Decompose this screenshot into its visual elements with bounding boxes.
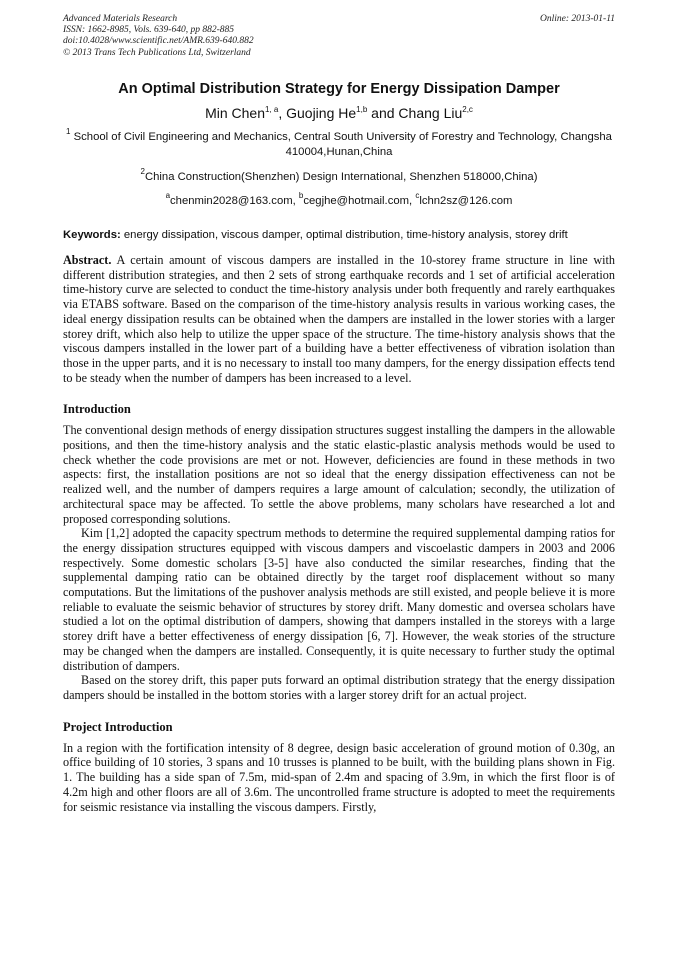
email-marker: c — [415, 191, 420, 200]
affiliation-text: China Construction(Shenzhen) Design International, Shenzhen 518000,China) — [144, 171, 538, 183]
journal-doi: doi:10.4028/www.scientific.net/AMR.639-640.882 — [63, 36, 254, 47]
affiliation-text: School of Civil Engineering and Mechanics, Central South University of Forestry and Technology, Changsha 410004,Hunan,China — [70, 131, 612, 158]
email-address: chenmin2028@163.com, — [170, 195, 299, 207]
abstract-label: Abstract. — [63, 253, 112, 267]
author-superscript: 1, a — [264, 105, 279, 114]
keywords — [63, 228, 615, 242]
journal-issn: ISSN: 1662-8985, Vols. 639-640, pp 882-885 — [63, 25, 234, 36]
affiliation-2 — [63, 167, 615, 185]
keywords-label: Keywords: — [63, 229, 121, 241]
author-line — [63, 104, 615, 122]
author-emails — [63, 191, 615, 209]
abstract — [63, 253, 615, 385]
paragraph: Kim [1,2] adopted the capacity spectrum methods to determine the required supplemental damping ratios for the energy dissipation structures equipped with viscous dampers and viscoelastic dampers in 2003 and 2006 respectively. Some domestic scholars [3-5] have also conducted the similar researches, finding that the supplemental damping ratio can be obtained directly by the target roof displacement without so many computations. But the limitations of the pushover analysis methods are still existed, and people believe it is more reliable to evaluate the seismic behavior of structures by storey drift. Many domestic and oversea scholars have studied a lot on the optimal distribution of dampers, showing that dampers installed in the storeys with a large storey drift have a better effectiveness of energy dissipation [6, 7]. However, the weak stories of the structure may be changed when the dampers are installed. Consequently, it is quite necessary to further study the optimal distribution of dampers. — [63, 526, 615, 673]
author-name: Chang Liu — [398, 105, 463, 121]
author-name: Guojing He — [286, 105, 357, 121]
abstract-text: A certain amount of viscous dampers are installed in the 10-storey frame structure in line with different distribution strategies, and then 2 sets of strong earthquake records and 1 set of artificial acceleration time-history curve are selected to conduct the time-history analysis under both frequently and rarely earthquakes via ETABS software. Based on the comparison of the time-history analysis results in various working cases, the ideal energy dissipation results can be obtained when the dampers are installed in the lower stories with a larger storey drift, which also help to utilize the upper space of the structure. The time-history analysis shows that the viscous dampers installed in the lower part of a building have a better effectiveness of vibration isolation than those in the upper parts, and it is no necessary to install too many dampers, for the energy dissipation effects tend to be steady when the number of dampers has been increased to a level. — [63, 253, 615, 385]
affiliation-marker: 2 — [140, 167, 145, 176]
email-address: cegjhe@hotmail.com, — [303, 195, 416, 207]
journal-info — [63, 14, 615, 59]
paper-page — [63, 14, 615, 814]
paragraph: Based on the storey drift, this paper puts forward an optimal distribution strategy that the energy dissipation dampers should be installed in the bottom stories with a larger storey drift for an actual project. — [63, 673, 615, 702]
section-heading-introduction: Introduction — [63, 402, 131, 417]
paragraph: In a region with the fortification intensity of 8 degree, design basic acceleration of ground motion of 0.30g, an office building of 10 stories, 3 spans and 10 trusses is planned to be built, with the building plans shown in Fig. 1. The building has a side span of 7.5m, mid-span of 2.4m and spacing of 3.9m, in which the first floor is of 4.2m high and other floors are all of 3.6m. The uncontrolled frame structure is adopted to meet the requirements for seismic resistance via installing the viscous dampers. Firstly, — [63, 740, 615, 814]
journal-header — [63, 14, 615, 64]
section-heading-project-introduction: Project Introduction — [63, 719, 173, 734]
author-superscript: 2,c — [462, 105, 473, 114]
email-marker: b — [298, 191, 304, 200]
author-separator: , — [278, 105, 287, 121]
affiliation-1 — [63, 127, 615, 160]
affiliation-marker: 1 — [66, 127, 71, 136]
journal-name: Advanced Materials Research — [63, 14, 178, 24]
paragraph: The conventional design methods of energy dissipation structures suggest installing the dampers in the allowable positions, and then the time-history analysis and the static elastic-plastic analysis methods would be used to check whether the code provisions are met or not. However, deficiencies are found in these methods in two aspects: first, the installation positions are not so ideal that the energy dissipation effectiveness can not be realized well, and the number of dampers requires a large amount of calculation; secondly, the utilization of architectural space may be affected. To settle the above problems, many scholars have researched a lot and proposed corresponding solutions. — [63, 423, 615, 526]
author-superscript: 1,b — [356, 105, 368, 114]
paper-title: An Optimal Distribution Strategy for Energy Dissipation Damper — [118, 81, 560, 97]
keywords-text: energy dissipation, viscous damper, optimal distribution, time-history analysis, storey drift — [120, 229, 568, 241]
journal-copyright: © 2013 Trans Tech Publications Ltd, Switzerland — [63, 47, 251, 58]
online-date: Online: 2013-01-11 — [539, 14, 615, 24]
email-marker: a — [165, 191, 171, 200]
email-address: lchn2sz@126.com — [419, 195, 513, 207]
author-name: Min Chen — [205, 105, 265, 121]
author-separator: and — [367, 105, 399, 121]
